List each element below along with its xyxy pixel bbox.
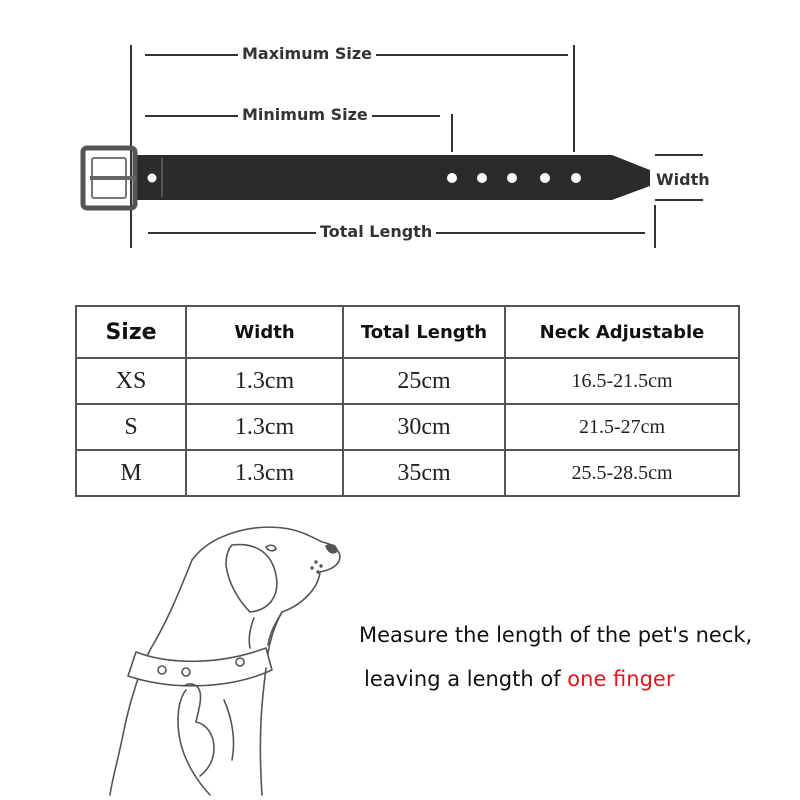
table-cell-width: 1.3cm [186,450,343,496]
table-cell-size: M [76,450,186,496]
hand [178,690,210,795]
caption-highlight: one finger [567,667,675,691]
width-label: Width [652,170,714,189]
total-length-label: Total Length [316,222,436,241]
table-cell-total-length: 30cm [343,404,505,450]
table-cell-size: XS [76,358,186,404]
table-cell-width: 1.3cm [186,404,343,450]
table-header-width: Width [186,306,343,358]
dog-eye [266,545,276,550]
table-cell-total-length: 35cm [343,450,505,496]
table-header-size: Size [76,306,186,358]
table-cell-neck: 25.5-28.5cm [505,450,739,496]
dog-collar [128,648,272,686]
dog-nose [326,545,336,553]
table-cell-total-length: 25cm [343,358,505,404]
table-header-neck-adjustable: Neck Adjustable [505,306,739,358]
table-cell-width: 1.3cm [186,358,343,404]
table-cell-neck: 16.5-21.5cm [505,358,739,404]
caption-prefix: leaving a length of [364,667,568,691]
caption-line-1: Measure the length of the pet's neck, [359,623,753,647]
table-header-total-length: Total Length [343,306,505,358]
dog-ear [226,545,277,612]
caption-line-2 [364,667,674,691]
table-cell-size: S [76,404,186,450]
max-size-label: Maximum Size [238,44,376,63]
min-size-label: Minimum Size [238,105,372,124]
table-cell-neck: 21.5-27cm [505,404,739,450]
